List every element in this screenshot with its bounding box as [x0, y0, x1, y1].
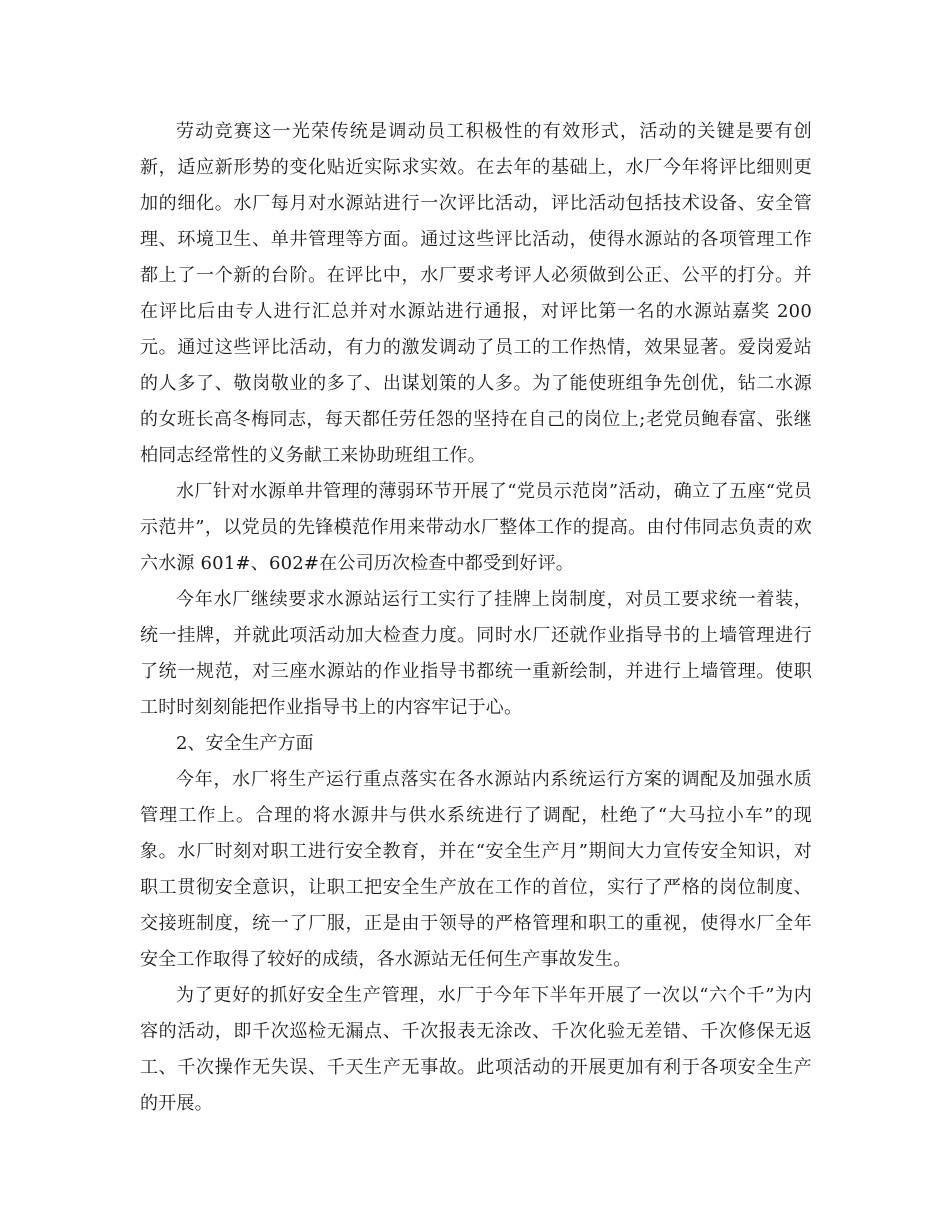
paragraph-badge-system: 今年水厂继续要求水源站运行工实行了挂牌上岗制度，对员工要求统一着装，统一挂牌，并就此项活动加大检查力度。同时水厂还就作业指导书的上墙管理进行了统一规范，对三座水源站的作业指导书都统一重新绘制，并进行上墙管理。使职工时时刻刻能把作业指导书上的内容牢记于心。: [140, 589, 812, 718]
paragraph-labor-competition: 劳动竞赛这一光荣传统是调动员工积极性的有效形式，活动的关键是要有创新，适应新形势的变化贴近实际求实效。在去年的基础上，水厂今年将评比细则更加的细化。水厂每月对水源站进行一次评比活动，评比活动包括技术设备、安全管理、环境卫生、单井管理等方面。通过这些评比活动，使得水源站的各项管理工作都上了一个新的台阶。在评比中，水厂要求考评人必须做到公正、公平的打分。并在评比后由专人进行汇总并对水源站进行通报，对评比第一名的水源站嘉奖 200 元。通过这些评比活动，有力的激发调动了员工的工作热情，效果显著。爱岗爱站的人多了、敬岗敬业的多了、出谋划策的人多。为了能使班组争先创优，钻二水源的女班长高冬梅同志，每天都任劳任怨的坚持在自己的岗位上;老党员鲍春富、张继柏同志经常性的义务献工来协助班组工作。: [140, 121, 812, 466]
paragraph-safety-production: 今年，水厂将生产运行重点落实在各水源站内系统运行方案的调配及加强水质管理工作上。合理的将水源井与供水系统进行了调配，杜绝了“大马拉小车”的现象。水厂时刻对职工进行安全教育，并在“安全生产月”期间大力宣传安全知识，对职工贯彻安全意识，让职工把安全生产放在工作的首位，实行了严格的岗位制度、交接班制度，统一了厂服，正是由于领导的严格管理和职工的重视，使得水厂全年安全工作取得了较好的成绩，各水源站无任何生产事故发生。: [140, 769, 812, 970]
document-body: [140, 114, 812, 1122]
paragraph-six-thousands: 为了更好的抓好安全生产管理，水厂于今年下半年开展了一次以“六个千”为内容的活动，即千次巡检无漏点、千次报表无涂改、千次化验无差错、千次修保无返工、千次操作无失误、千天生产无事故。此项活动的开展更加有利于各项安全生产的开展。: [140, 985, 812, 1114]
paragraph-party-member-demo: 水厂针对水源单井管理的薄弱环节开展了“党员示范岗”活动，确立了五座“党员示范井”，以党员的先锋模范作用来带动水厂整体工作的提高。由付伟同志负责的欢六水源 601#、602#在公司历次检查中都受到好评。: [140, 481, 812, 574]
section-heading-safety: 2、安全生产方面: [176, 733, 314, 754]
